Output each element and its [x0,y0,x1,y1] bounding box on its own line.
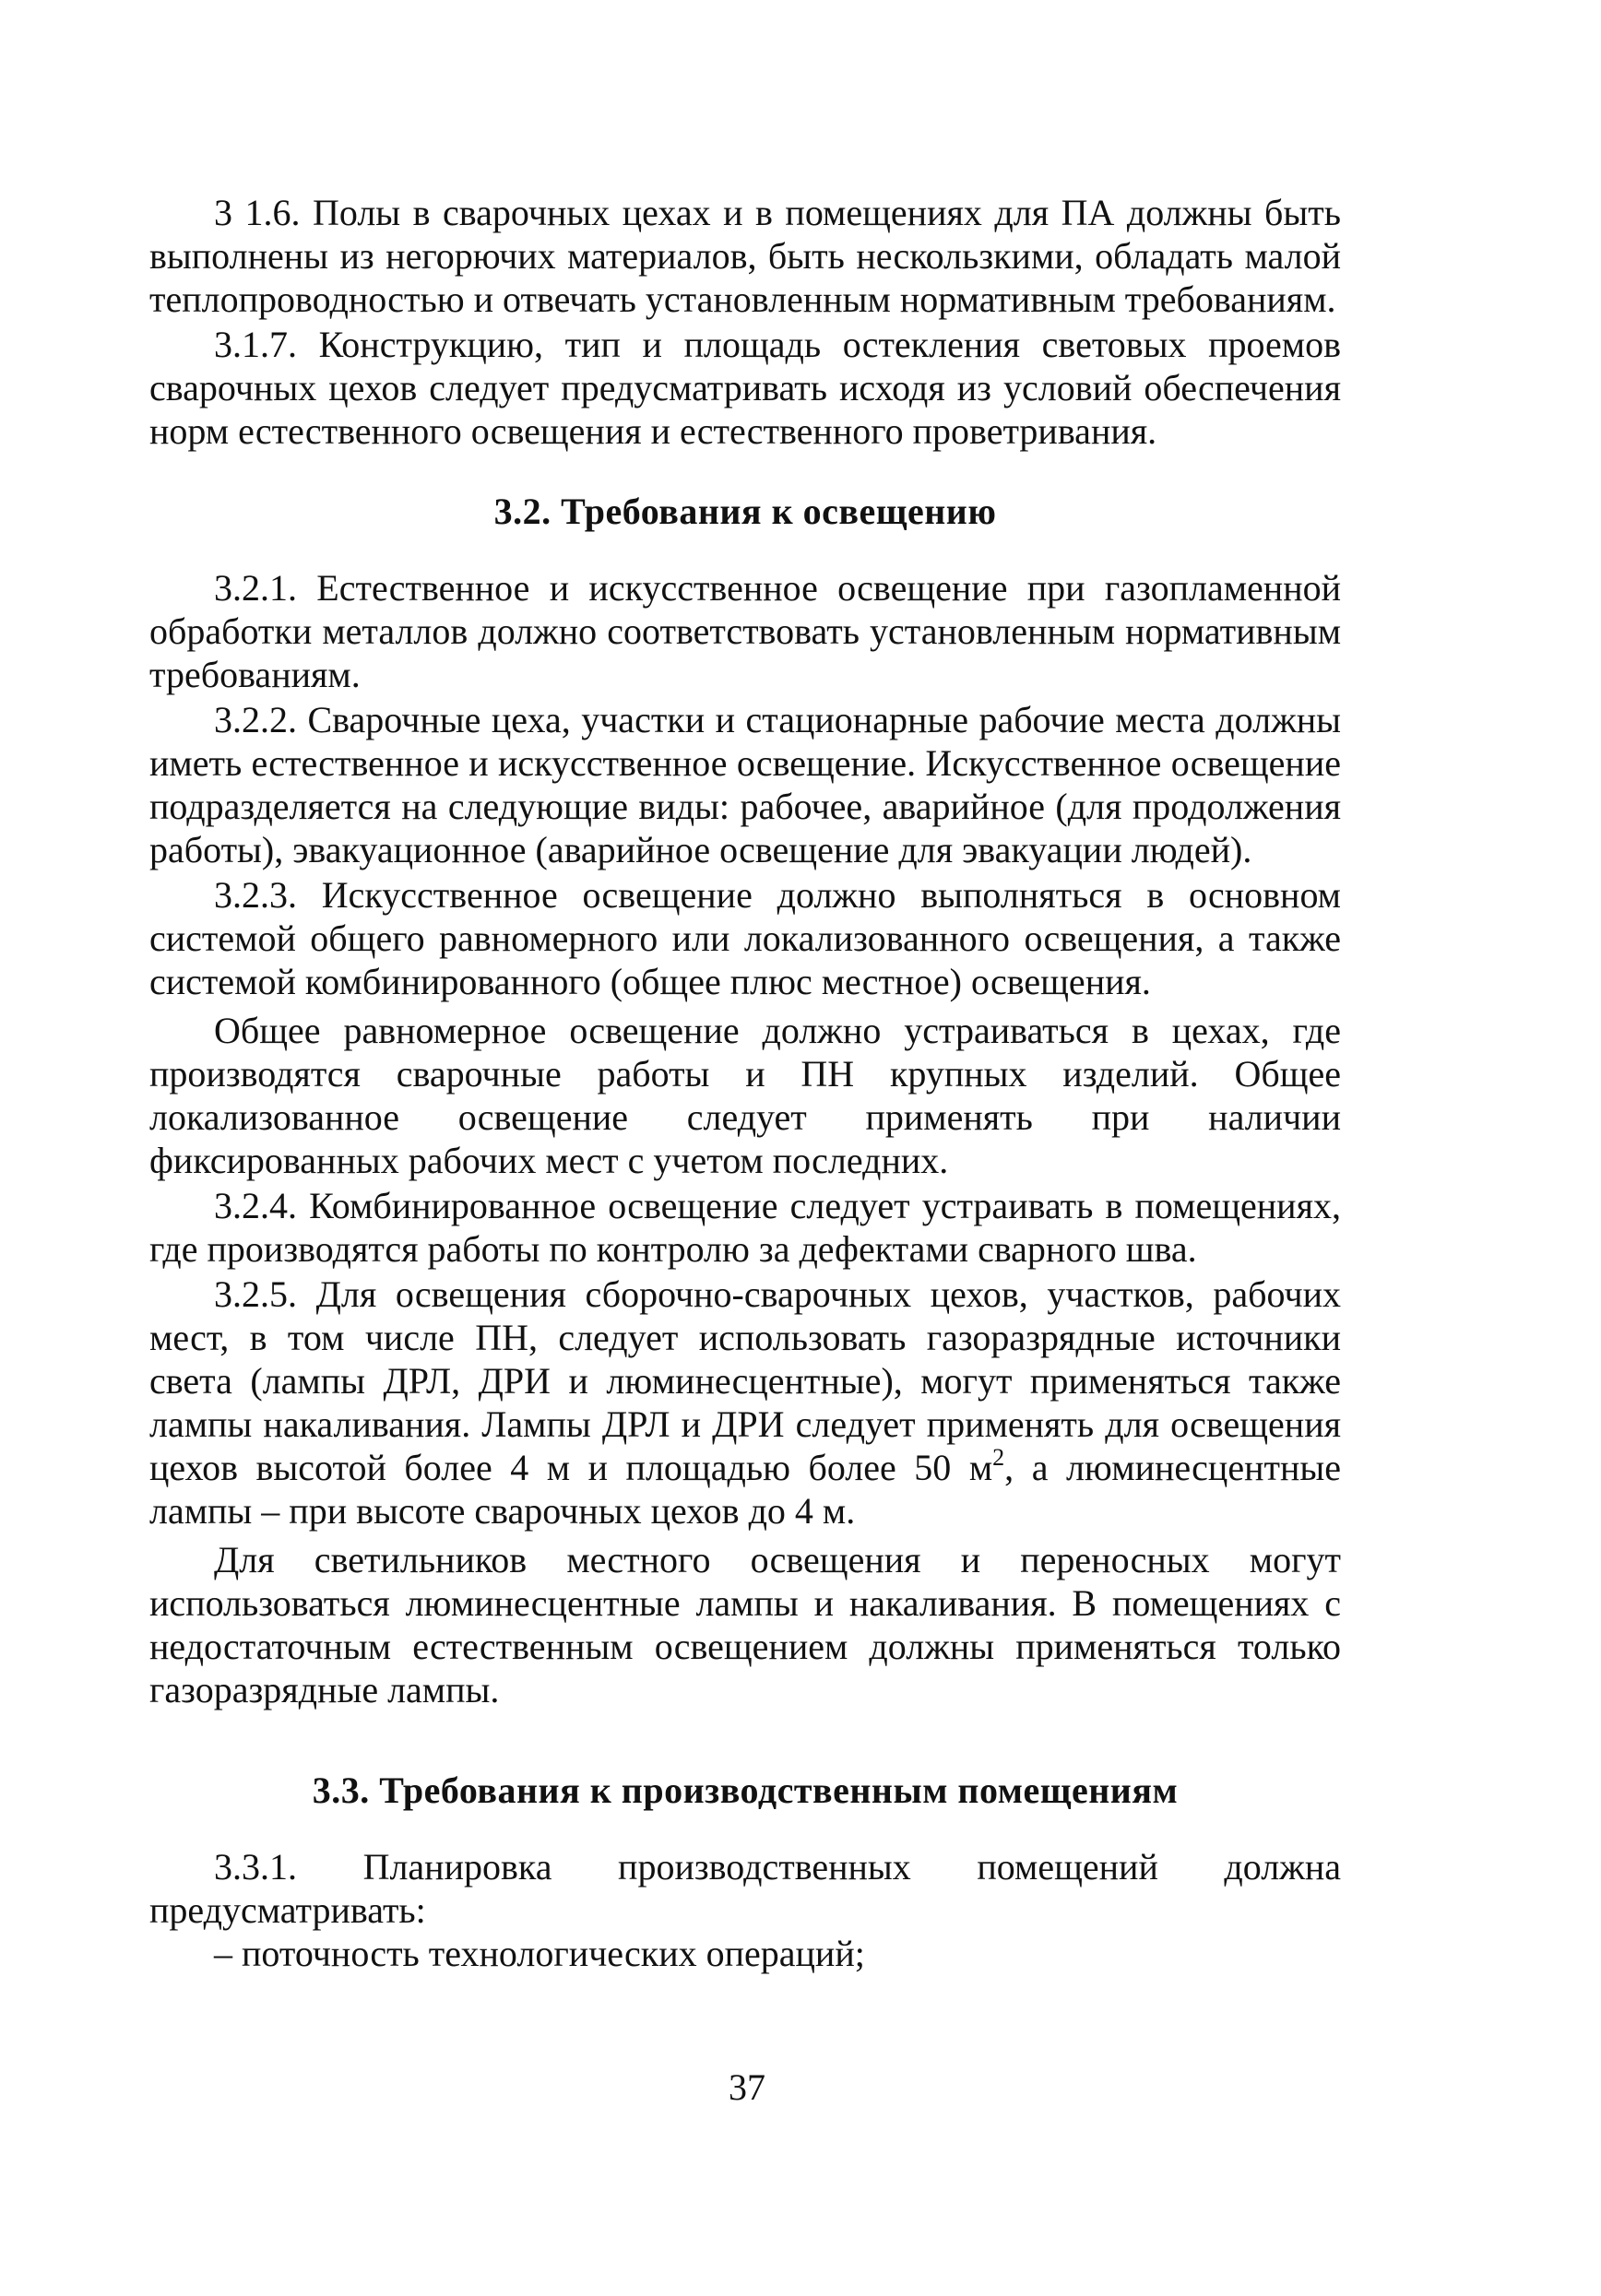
superscript-2: 2 [992,1444,1005,1471]
list-item: – поточность технологических операций; [214,1933,865,1974]
paragraph-3-2-5 [149,1272,1341,1533]
paragraph-3-1-7: 3.1.7. Конструкцию, тип и площадь остекления световых проемов сварочных цехов следует предусматривать исходя из условий обеспечения норм естественного освещения и естественного проветривания. [149,324,1341,452]
paragraph-3-1-6: 3 1.6. Полы в сварочных цехах и в помещениях для ПА должны быть выполнены из негорючих материалов, быть нескользкими, обладать малой теплопроводностью и отвечать установленным нормативным требованиям. [149,192,1341,320]
page-body [149,191,1341,1975]
paragraph-3-2-5-text-end: , а люминесцентные лампы – при высоте сварочных цехов до 4 м. [149,1447,1342,1532]
paragraph-lamps: Для светильников местного освещения и переносных могут использоваться люминесцентные лампы и накаливания. В помещениях с недостаточным естественным освещением должны применяться только газоразрядные лампы. [149,1539,1341,1710]
paragraph-general-lighting: Общее равномерное освещение должно устраиваться в цехах, где производятся сварочные работы и ПН крупных изделий. Общее локализованное освещение следует применять при наличии фиксированных рабочих мест с учетом последних. [149,1010,1341,1181]
section-heading-3-3: 3.3. Требования к производственным помещениям [312,1769,1179,1811]
paragraph-3-2-3: 3.2.3. Искусственное освещение должно выполняться в основном системой общего равномерного или локализованного освещения, а также системой комбинированного (общее плюс местное) освещения. [149,874,1341,1002]
paragraph-3-2-1: 3.2.1. Естественное и искусственное освещение при газопламенной обработки металлов должно соответствовать установленным нормативным требованиям. [149,567,1341,695]
page-number: 37 [729,2066,765,2108]
paragraph-3-3-1: 3.3.1. Планировка производственных помещений должна предусматривать: [149,1846,1341,1931]
paragraph-3-2-4: 3.2.4. Комбинированное освещение следует устраивать в помещениях, где производятся работы по контролю за дефектами сварного шва. [149,1185,1341,1270]
paragraph-3-2-5-text: 3.2.5. Для освещения сборочно-сварочных цехов, участков, рабочих мест, в том числе ПН, следует использовать газоразрядные источники света (лампы ДРЛ, ДРИ и люминесцентные), могут применяться также лампы накаливания. Лампы ДРЛ и ДРИ следует применять для освещения цехов высотой более 4 м и площадью более 50 м [149,1273,1341,1488]
section-heading-3-2: 3.2. Требования к освещению [493,491,997,532]
paragraph-3-2-2: 3.2.2. Сварочные цеха, участки и стационарные рабочие места должны иметь естественное и искусственное освещение. Искусственное освещение подразделяется на следующие виды: рабочее, аварийное (для продолжения работы), эвакуационное (аварийное освещение для эвакуации людей). [149,699,1341,870]
